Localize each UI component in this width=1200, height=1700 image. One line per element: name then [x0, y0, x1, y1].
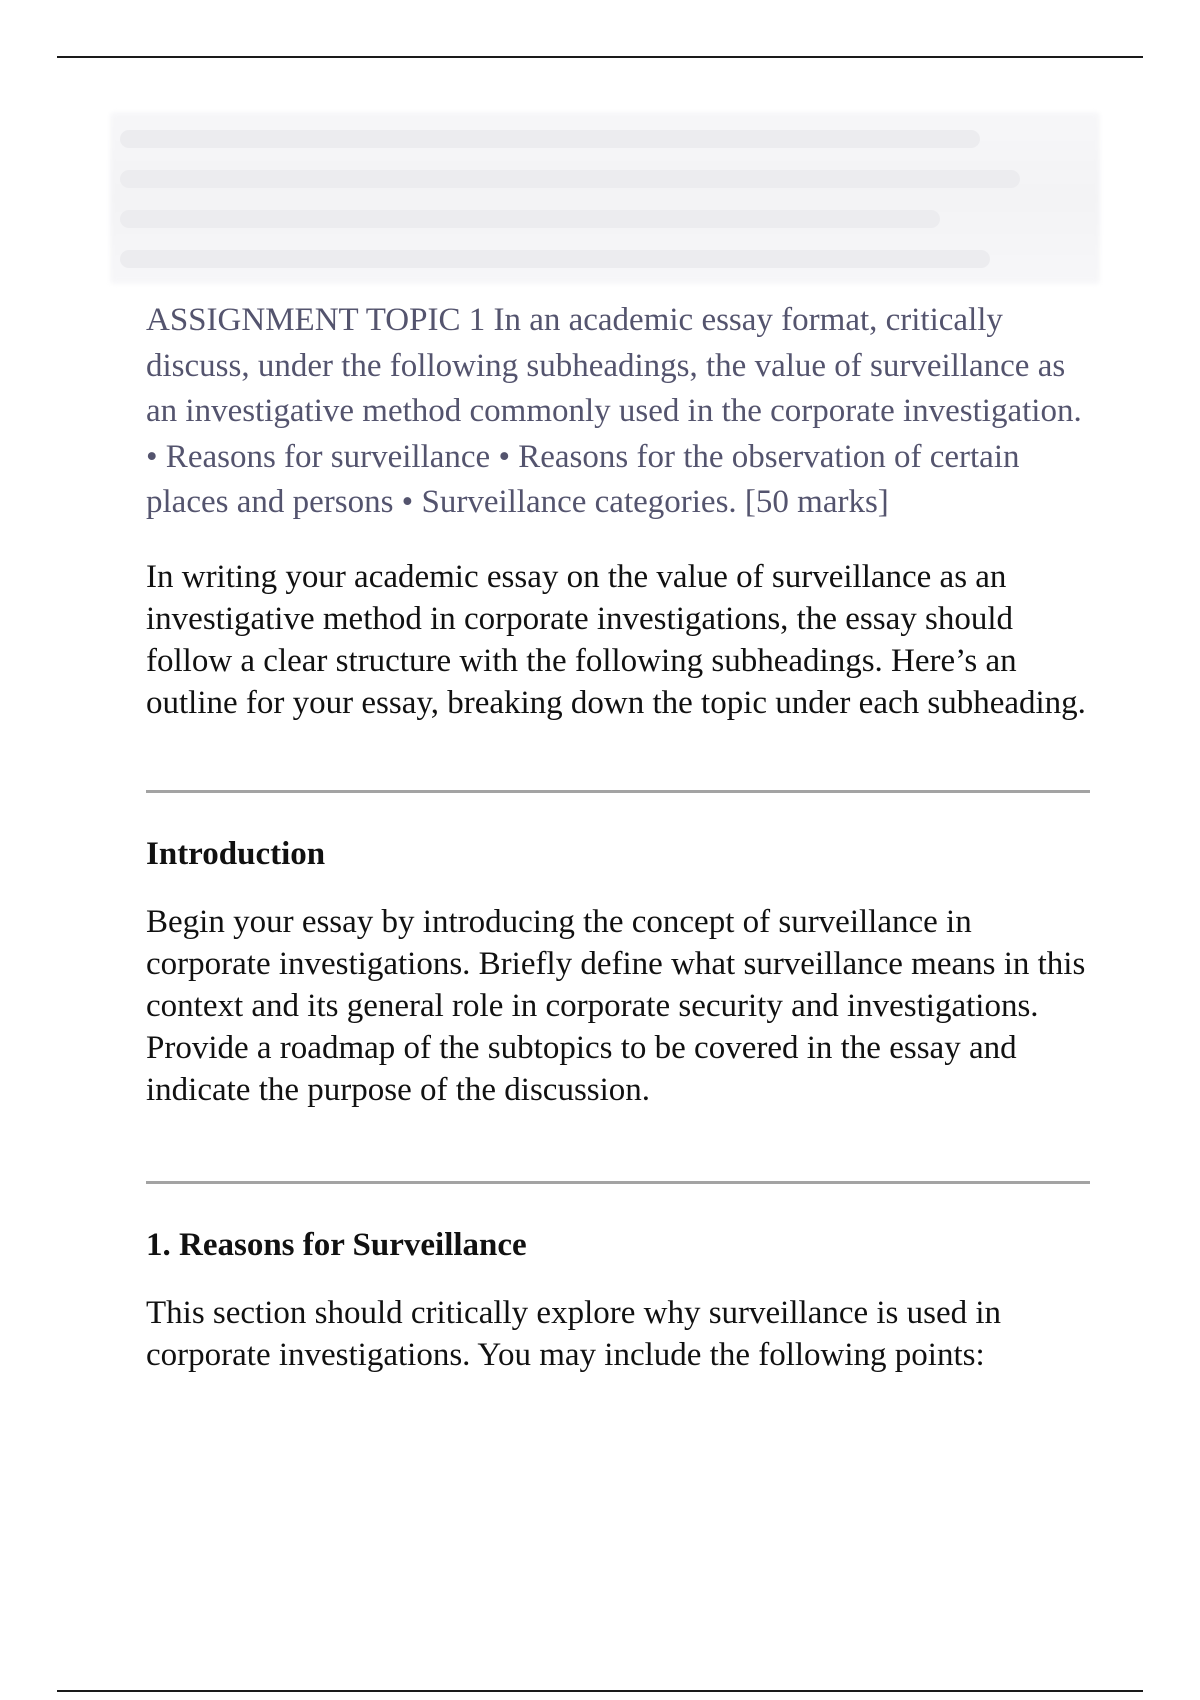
blurred-line — [120, 130, 980, 148]
assignment-topic: ASSIGNMENT TOPIC 1 In an academic essay format, critically discuss, under the following subheadings, the value of surveillance as an investigative method commonly used in the corporate investigation. • Reasons for surveillance • Reasons for the observation of certain places and persons • Surveillance categories. [50 marks] — [146, 302, 1082, 520]
page-bottom-rule — [57, 1690, 1143, 1692]
overview-paragraph: In writing your academic essay on the value of surveillance as an investigative method in corporate investigations, the essay should follow a clear structure with the following subheadings. Here’s an outline for your essay, breaking down the topic under each subheading. — [146, 558, 1086, 721]
document-content — [146, 298, 1100, 1376]
section-heading-introduction: Introduction — [146, 835, 326, 872]
section-divider — [146, 790, 1090, 793]
blurred-line — [120, 250, 990, 268]
section-body-reasons: This section should critically explore why surveillance is used in corporate investigations. You may include the following points: — [146, 1294, 1002, 1373]
page-top-rule — [57, 56, 1143, 58]
section-body-introduction: Begin your essay by introducing the concept of surveillance in corporate investigations. Briefly define what surveillance means in this context and its general role in corporate security and investigations. Provide a roadmap of the subtopics to be covered in the essay and indicate the purpose of the discussion. — [146, 903, 1086, 1108]
blurred-line — [120, 170, 1020, 188]
section-heading-reasons: 1. Reasons for Surveillance — [146, 1226, 527, 1263]
section-divider — [146, 1181, 1090, 1184]
blurred-line — [120, 210, 940, 228]
